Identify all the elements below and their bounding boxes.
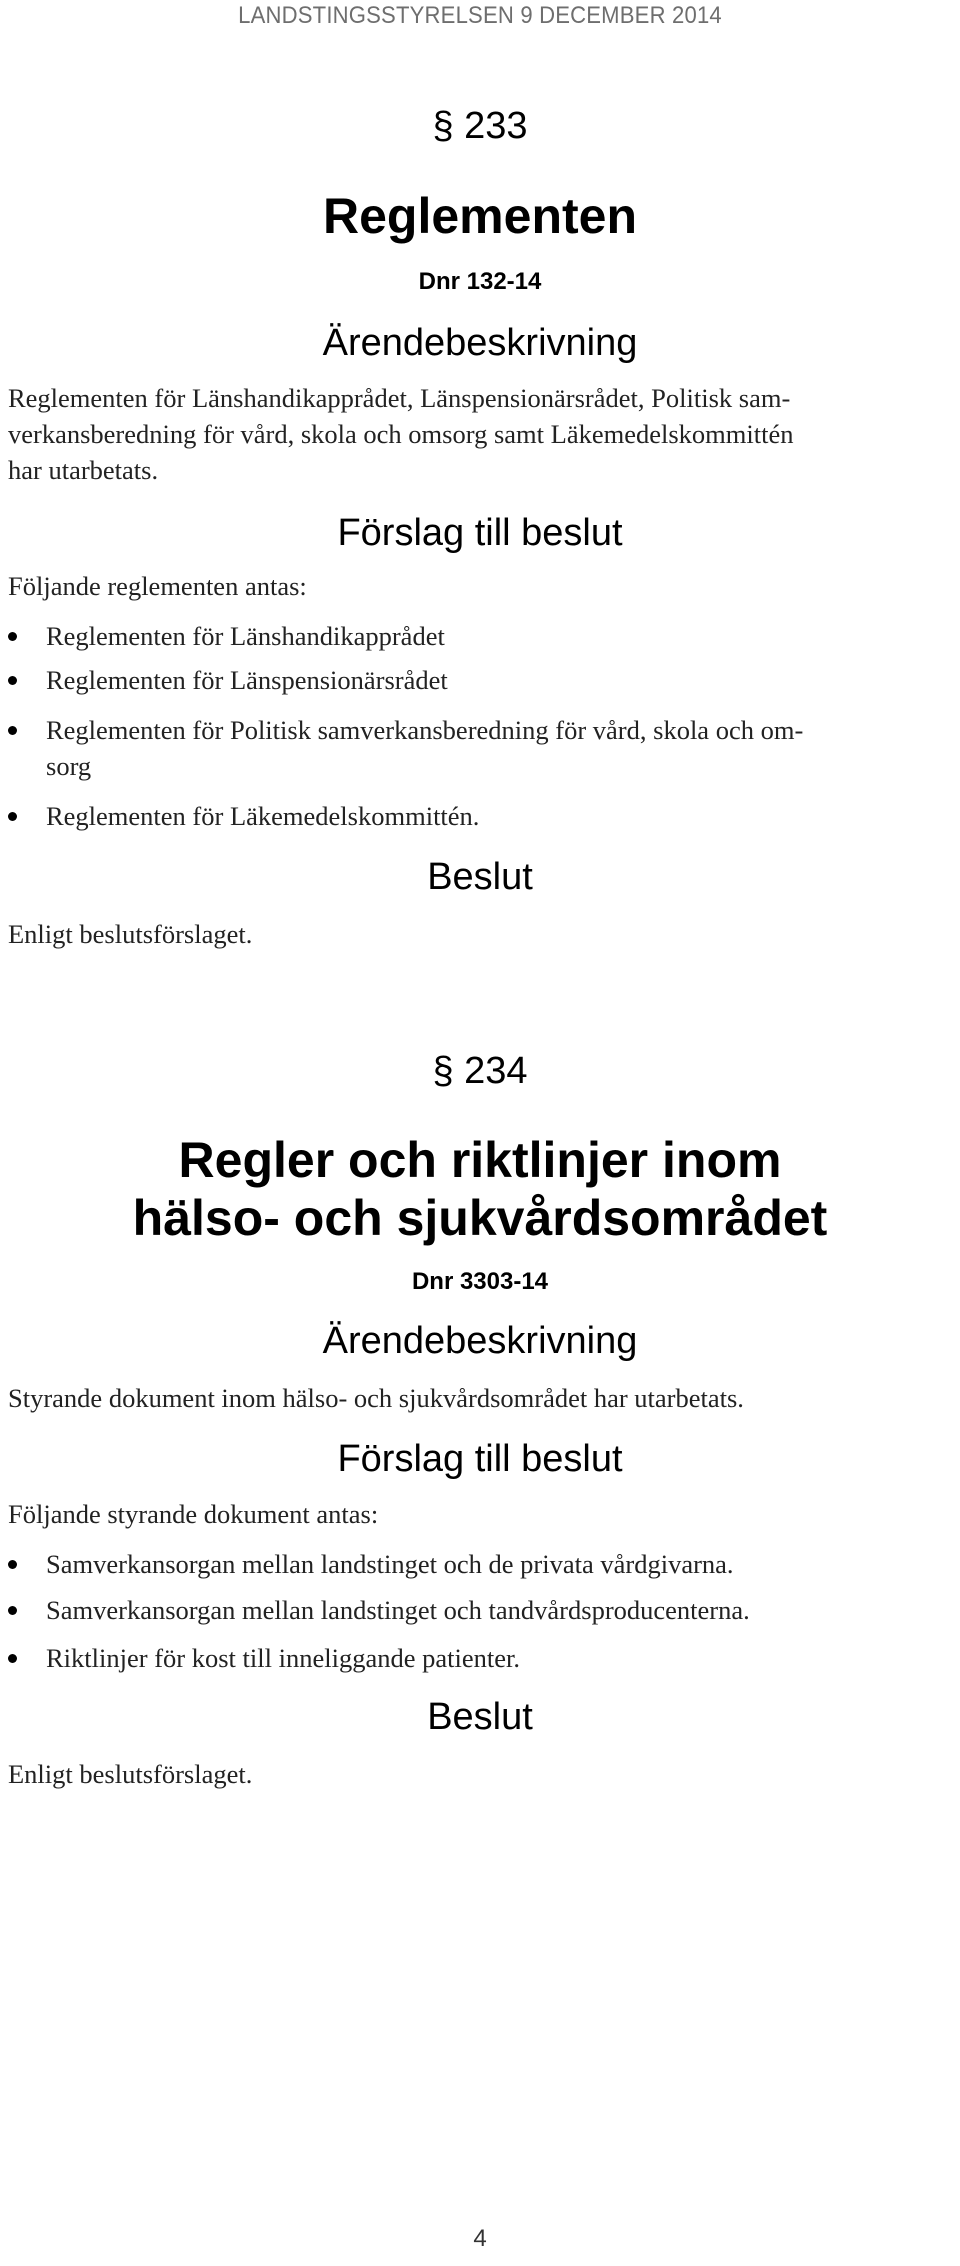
list-item-text: Reglementen för Länshandikapprådet <box>46 621 445 651</box>
bullet-icon <box>8 1560 17 1569</box>
section-234-decision-heading: Beslut <box>427 1696 533 1738</box>
document-header: LANDSTINGSSTYRELSEN 9 DECEMBER 2014 <box>238 2 722 29</box>
section-233-decision-text: Enligt beslutsförslaget. <box>8 919 253 949</box>
bullet-icon <box>8 726 17 735</box>
list-item-text: Samverkansorgan mellan landstinget och tandvårdsproducenterna. <box>46 1595 750 1625</box>
section-233-dnr: Dnr 132-14 <box>418 268 542 295</box>
list-item-text: Reglementen för Länspensionärsrådet <box>46 665 448 695</box>
section-234-dnr: Dnr 3303-14 <box>411 1268 549 1295</box>
section-234-description-text: Styrande dokument inom hälso- och sjukvårdsområdet har utarbetats. <box>8 1383 744 1413</box>
section-234-proposal-intro: Följande styrande dokument antas: <box>8 1499 379 1529</box>
list-item-text: sorg <box>46 751 92 781</box>
section-234-title-line-2: hälso- och sjukvårdsområdet <box>132 1190 828 1246</box>
list-item-text: Riktlinjer för kost till inneliggande patienter. <box>46 1643 520 1673</box>
bullet-icon <box>8 1654 17 1663</box>
list-item-text: Samverkansorgan mellan landstinget och de privata vårdgivarna. <box>46 1549 734 1579</box>
section-234-description-heading: Ärendebeskrivning <box>322 1320 638 1362</box>
section-234-proposal-heading: Förslag till beslut <box>337 1438 623 1480</box>
section-234-decision-text: Enligt beslutsförslaget. <box>8 1759 253 1789</box>
section-233-proposal-heading: Förslag till beslut <box>337 512 623 554</box>
section-234-number: § 234 <box>432 1050 528 1092</box>
page-number: 4 <box>473 2225 487 2252</box>
section-233-decision-heading: Beslut <box>427 856 533 898</box>
section-233-proposal-intro: Följande reglementen antas: <box>8 571 307 601</box>
section-233-description-line-3: har utarbetats. <box>8 455 159 485</box>
bullet-icon <box>8 1606 17 1615</box>
section-234-title-line-1: Regler och riktlinjer inom <box>178 1132 782 1188</box>
section-233-description-line-2: verkansberedning för vård, skola och omsorg samt Läkemedelskommittén <box>8 419 794 449</box>
section-233-number: § 233 <box>432 105 528 147</box>
bullet-icon <box>8 632 17 641</box>
section-233-title: Reglementen <box>323 188 637 244</box>
bullet-icon <box>8 676 17 685</box>
section-233-description-heading: Ärendebeskrivning <box>322 322 638 364</box>
section-233-description-line-1: Reglementen för Länshandikapprådet, Länspensionärsrådet, Politisk sam- <box>8 383 791 413</box>
list-item-text: Reglementen för Politisk samverkansberedning för vård, skola och om- <box>46 715 804 745</box>
list-item-text: Reglementen för Läkemedelskommittén. <box>46 801 480 831</box>
bullet-icon <box>8 812 17 821</box>
